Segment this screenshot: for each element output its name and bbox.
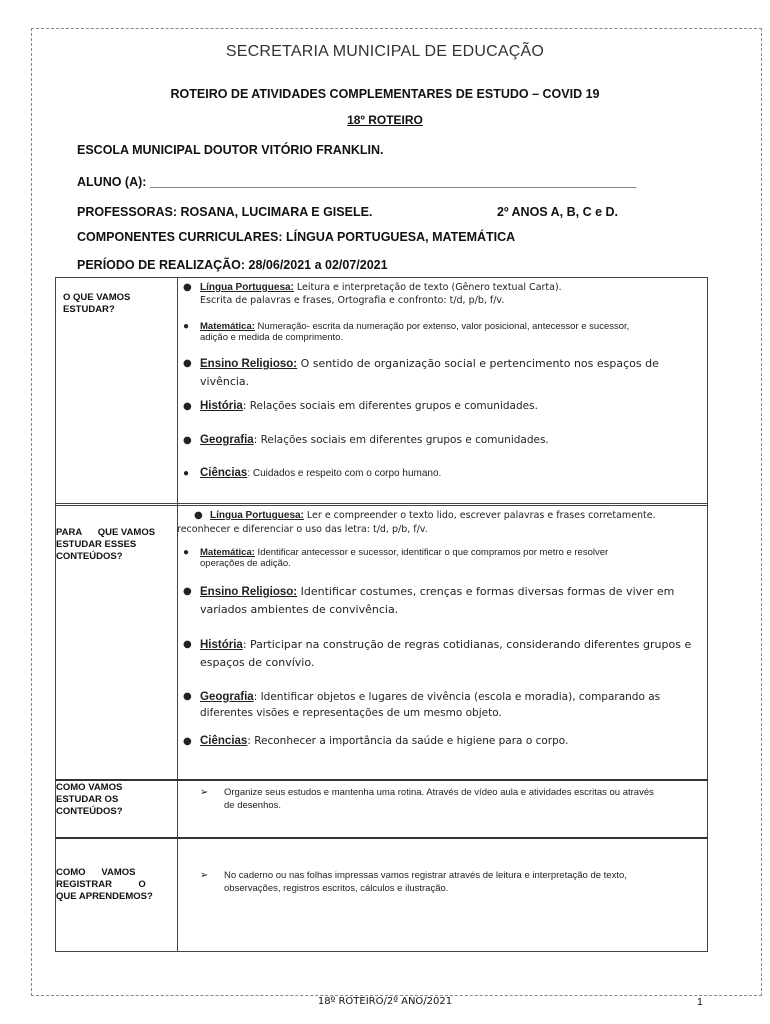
label-line: COMO VAMOS [56,867,136,878]
list-item [177,509,705,537]
bullet-icon: ● [183,282,192,293]
list-item [183,689,705,721]
bullet-icon: ● [183,321,190,332]
label-line: O QUE VAMOS [63,292,131,303]
item-text: Escrita de palavras e frases, Ortografia e confronto: t/d, p/b, f/v. [200,295,505,306]
page-number: 1 [697,996,703,1008]
subject-label: Geografia [200,691,254,703]
subject-label: Língua Portuguesa: [210,510,304,521]
label-line: ESTUDAR? [63,304,115,315]
list-item [183,355,705,390]
label-line: QUE APRENDEMOS? [56,891,153,902]
list-item [183,636,705,671]
curricular-components: COMPONENTES CURRICULARES: LÍNGUA PORTUGUESA, MATEMÁTICA [77,230,516,244]
item-text: No caderno ou nas folhas impressas vamos registrar através de leitura e interpretação de texto, [224,870,627,881]
list-item [183,734,705,749]
item-text: diferentes visões e representações de um mesmo objeto. [200,707,502,719]
bullet-icon: ● [183,468,190,479]
subject-label: Língua Portuguesa: [200,282,294,293]
subject-label: Ensino Religioso: [200,586,298,598]
list-item [183,433,705,448]
item-text: observações, registros escritos, cálculos e ilustração. [224,883,449,894]
subject-label: Ciências [200,467,248,479]
item-text: : Relações sociais em diferentes grupos e comunidades. [242,400,538,412]
period: PERÍODO DE REALIZAÇÃO: 28/06/2021 a 02/07/2021 [77,258,388,272]
item-text: : Reconhecer a importância da saúde e higiene para o corpo. [247,735,569,747]
item-text: : Cuidados e respeito com o corpo humano. [247,468,442,479]
subject-label: Matemática: [200,547,255,558]
subject-label: Ensino Religioso: [200,358,298,370]
list-item [183,321,705,343]
arrow-bullet-icon: ➢ [200,787,209,798]
bullet-icon: ● [183,401,192,412]
list-item [183,467,705,479]
subject-label: Geografia [200,434,254,446]
list-item [200,786,704,812]
bullet-icon: ● [183,547,190,558]
label-line: REGISTRAR O [56,879,146,890]
item-text: O sentido de organização social e pertencimento nos espaços de [297,357,659,370]
grades: 2º ANOS A, B, C e D. [497,205,619,219]
roteiro-label: 18º ROTEIRO [347,113,423,127]
roteiro-number [0,113,770,127]
list-item [183,547,705,569]
bullet-icon: ● [183,639,192,650]
item-text: espaços de convívio. [200,656,315,669]
secretaria-heading: SECRETARIA MUNICIPAL DE EDUCAÇÃO [225,43,545,60]
item-text: : Participar na construção de regras cotidianas, considerando diferentes grupos e [242,638,692,651]
student-field: ALUNO (A): ______________________________________________________________________ [77,175,637,189]
label-line: ESTUDAR ESSES [56,539,137,550]
row-divider [55,503,708,504]
item-text: operações de adição. [200,558,291,569]
school-name: ESCOLA MUNICIPAL DOUTOR VITÓRIO FRANKLIN. [77,143,384,157]
label-line: COMO VAMOS [56,782,123,793]
item-text: vivência. [200,375,250,388]
subject-label: Matemática: [200,321,255,332]
item-text: reconhecer e diferenciar o uso das letra: t/d, p/b, f/v. [177,524,428,535]
document-title: ROTEIRO DE ATIVIDADES COMPLEMENTARES DE ESTUDO – COVID 19 [170,87,600,101]
list-item [183,399,705,414]
item-text: adição e medida de comprimento. [200,332,344,343]
item-text: : Identificar objetos e lugares de vivência (escola e moradia), comparando as [253,691,661,703]
item-text: Leitura e interpretação de texto (Gênero textual Carta). [293,282,562,293]
row-label-why [56,527,155,563]
label-line: ESTUDAR OS [56,794,119,805]
row-label-how-study [56,782,123,818]
bullet-icon: ● [183,586,192,597]
item-text: de desenhos. [224,800,282,811]
subject-label: História [200,639,243,651]
label-line: CONTEÚDOS? [56,551,123,562]
row-divider [55,779,708,781]
item-text: Identificar antecessor e sucessor, identificar o que compramos por metro e resolver [254,547,609,558]
item-text: variados ambientes de convivência. [200,603,399,616]
subject-label: Ciências [200,735,248,747]
label-line: PARA QUE VAMOS [56,527,156,538]
list-item [200,869,704,895]
item-text: : Relações sociais em diferentes grupos e comunidades. [253,434,549,446]
list-item [183,281,705,307]
item-text: Identificar costumes, crenças e formas diversas formas de viver em [297,585,675,598]
bullet-icon: ● [183,435,192,446]
list-item [183,583,705,618]
bullet-icon: ● [183,358,192,369]
teachers: PROFESSORAS: ROSANA, LUCIMARA E GISELE. [77,205,373,219]
row-divider [55,837,708,839]
bullet-icon: ● [183,691,192,702]
bullet-icon: ● [183,736,192,747]
footer-text: 18º ROTEIRO/2º ANO/2021 [317,996,453,1007]
bullet-icon: ● [194,510,203,521]
row-label-how-register [56,867,153,903]
table-column-divider [177,277,178,952]
item-text: Organize seus estudos e mantenha uma rotina. Através de vídeo aula e atividades escritas ou através [224,787,654,798]
item-text: Ler e compreender o texto lido, escrever palavras e frases corretamente. [303,510,656,521]
row-divider [55,505,708,506]
arrow-bullet-icon: ➢ [200,870,209,881]
label-line: CONTEÚDOS? [56,806,123,817]
item-text: Numeração- escrita da numeração por extenso, valor posicional, antecessor e sucessor, [254,321,630,332]
row-label-what [63,292,130,316]
subject-label: História [200,400,243,412]
